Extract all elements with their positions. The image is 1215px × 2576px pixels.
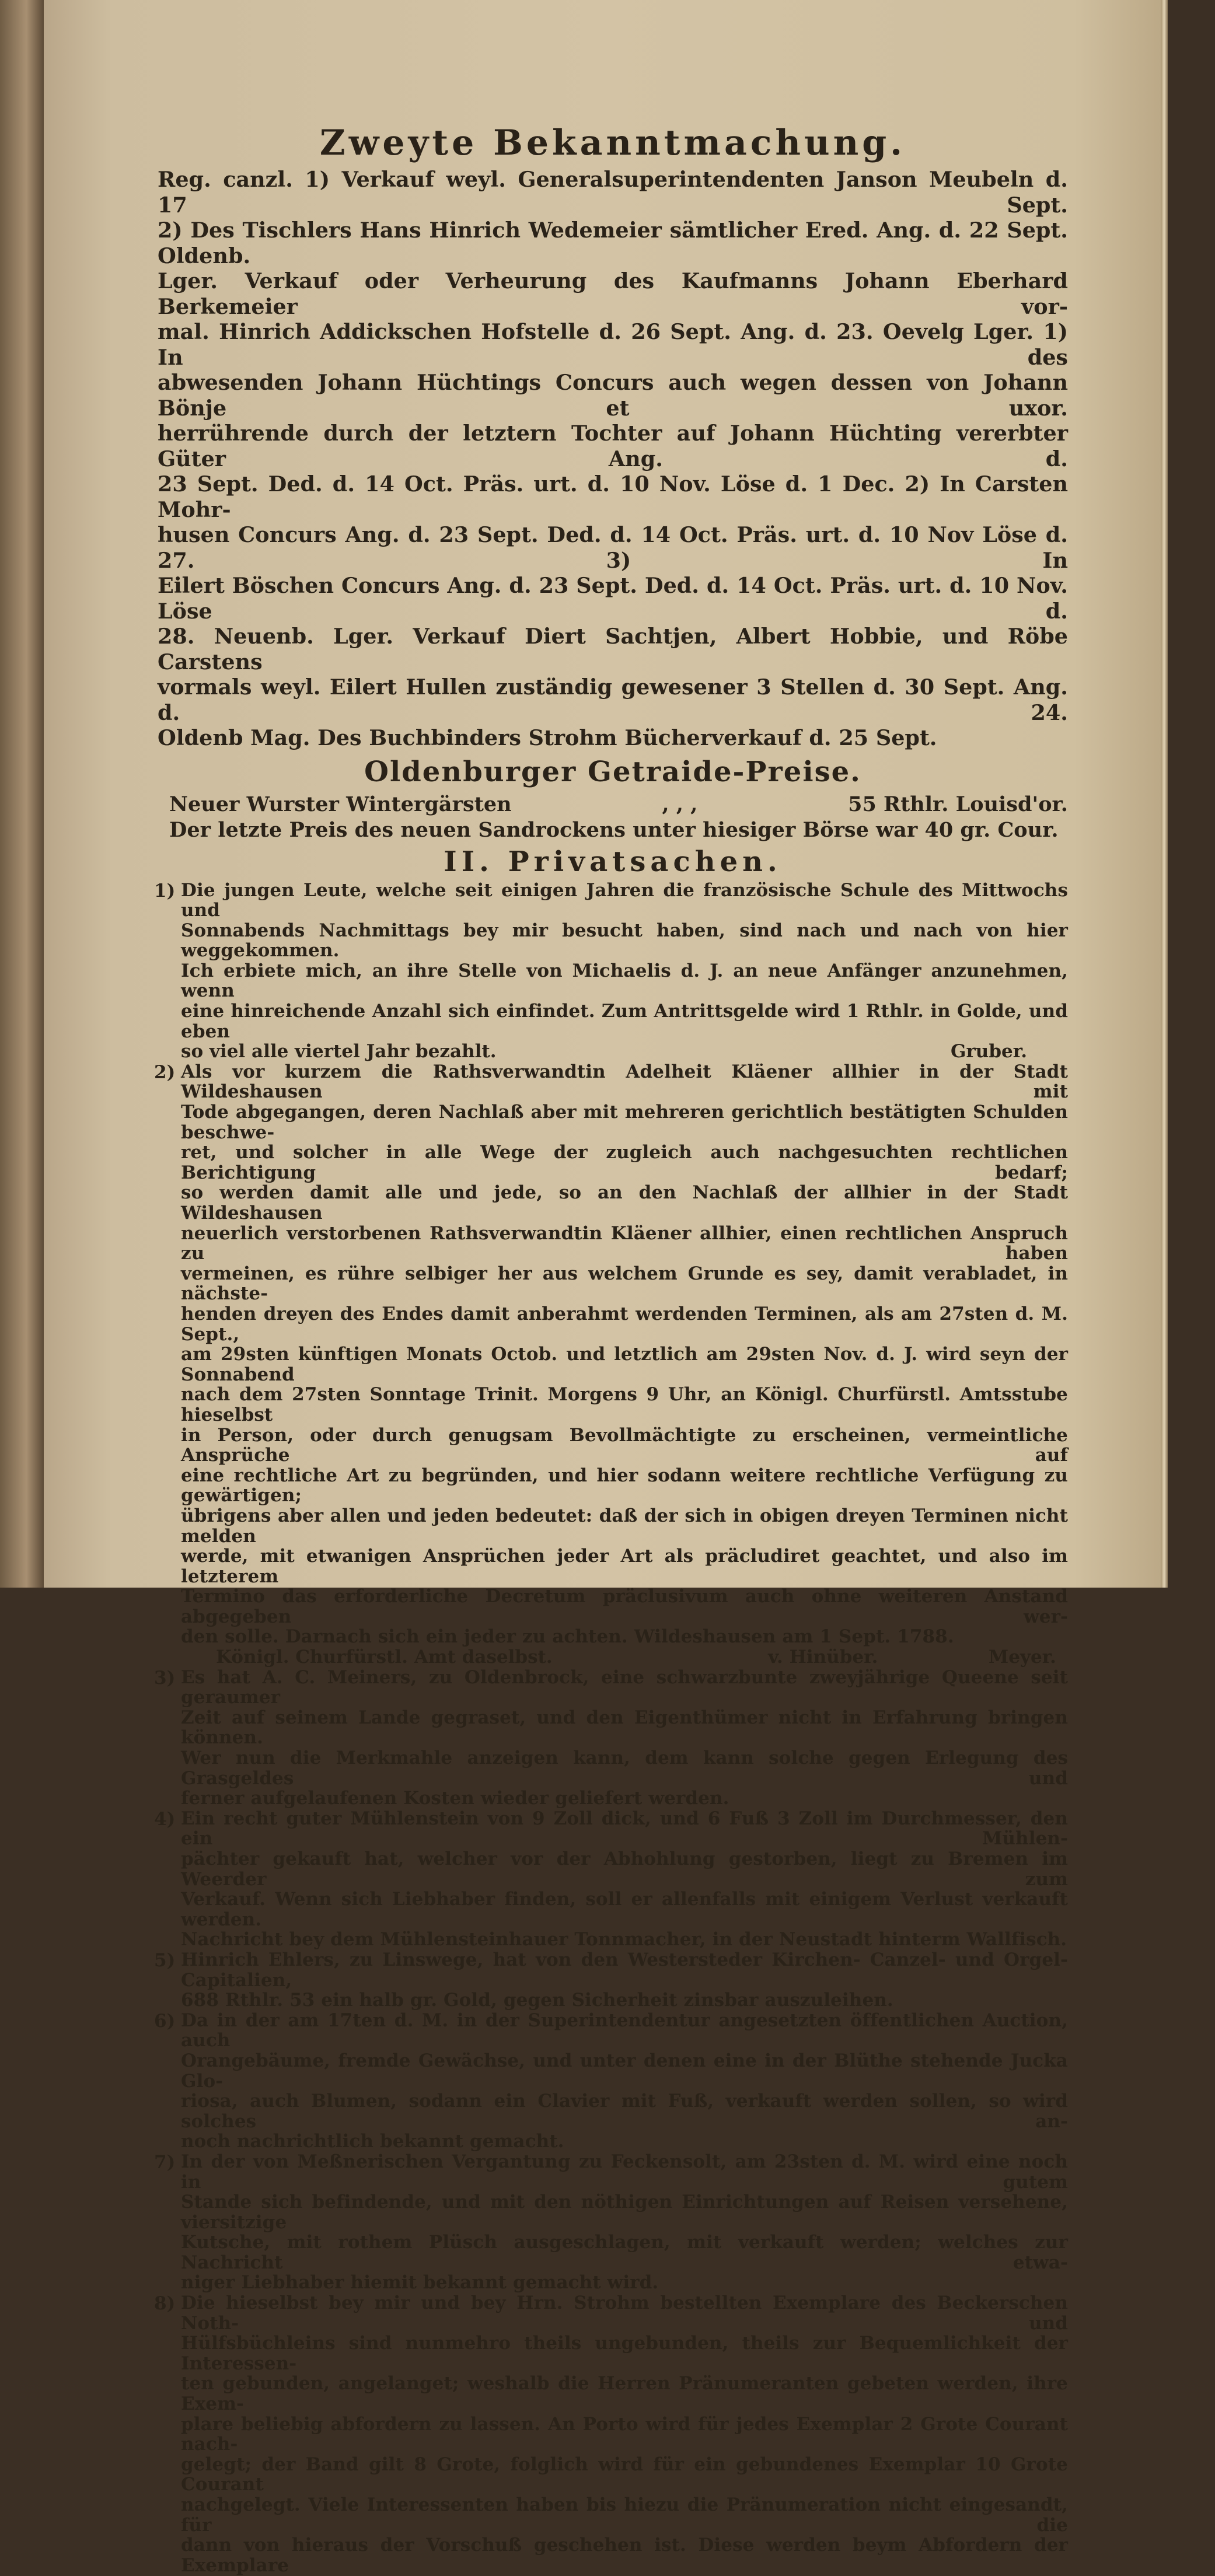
notice-line: Ich erbiete mich, an ihre Stelle von Michaelis d. J. an neue Anfänger anzunehmen, wenn (181, 960, 1068, 1002)
signature: Gruber. (950, 1041, 1027, 1062)
notice-7 (154, 2151, 1068, 2294)
notice-number: 6) (154, 2010, 176, 2032)
signature-office: Königl. Churfürstl. Amt daselbst. (216, 1647, 553, 1668)
price-separators: , , , (662, 792, 698, 816)
notice-line: Tode abgegangen, deren Nachlaß aber mit mehreren gerichtlich bestätigten Schulden beschwe- (181, 1102, 1068, 1143)
notice-3 (154, 1666, 1068, 1809)
private-matters-heading: II. Privatsachen. (444, 845, 782, 878)
notice-line: Hinrich Ehlers, zu Linswege, hat von den Westersteder Kirchen- Canzel- und Orgel-Capitalien, (181, 1949, 1068, 1991)
announcement-line: 28. Neuenb. Lger. Verkauf Diert Sachtjen, Albert Hobbie, und Röbe Carstens (158, 624, 1068, 674)
grain-prices-heading: Oldenburger Getraide-Preise. (364, 755, 861, 788)
notice-line: ferner aufgelaufenen Kosten wieder geliefert werden. (181, 1788, 729, 1809)
notice-line: Ein recht guter Mühlenstein von 9 Zoll dick, und 6 Fuß 3 Zoll im Durchmesser, den ein Mühlen- (181, 1808, 1068, 1850)
notice-line: neuerlich verstorbenen Rathsverwandtin Kläener allhier, einen rechtlichen Anspruch zu haben (181, 1222, 1068, 1264)
price-value: 55 Rthlr. Louisd'or. (848, 792, 1068, 816)
left-page-edge (0, 0, 44, 1588)
announcement-line: 2) Des Tischlers Hans Hinrich Wedemeier sämtlicher Ered. Ang. d. 22 Sept. Oldenb. (158, 218, 1068, 268)
notice-number: 4) (154, 1808, 176, 1830)
notice-line: so viel alle viertel Jahr bezahlt. (181, 1041, 497, 1062)
signature: Meyer. (988, 1647, 1056, 1668)
announcement-line: Oldenb Mag. Des Buchbinders Strohm Bücherverkauf d. 25 Sept. (158, 725, 937, 750)
notice-line: riosa, auch Blumen, sodann ein Clavier mit Fuß, verkauft werden sollen, so wird solches an- (181, 2091, 1068, 2132)
price-item: Neuer Wurster Wintergärsten (169, 792, 512, 816)
notice-line: Sonnabends Nachmittags bey mir besucht haben, sind nach und nach von hier weggekommen. (181, 920, 1068, 962)
notice-6 (154, 2009, 1068, 2152)
notice-number: 7) (154, 2151, 176, 2173)
notice-line: Zeit auf seinem Lande gegraset, und den Eigenthümer nicht in Erfahrung bringen können. (181, 1707, 1068, 1749)
announcement-line: Eilert Böschen Concurs Ang. d. 23 Sept. Ded. d. 14 Oct. Präs. urt. d. 10 Nov. Löse d. (158, 573, 1068, 624)
notice-number: 1) (154, 880, 176, 901)
notice-line: Da in der am 17ten d. M. in der Superintendentur angesetzten öffentlichen Auction, auch (181, 2009, 1068, 2051)
notice-line: Als vor kurzem die Rathsverwandtin Adelheit Kläener allhier in der Stadt Wildeshausen mit (181, 1061, 1068, 1103)
announcement-line: husen Concurs Ang. d. 23 Sept. Ded. d. 14 Oct. Präs. urt. d. 10 Nov Löse d. 27. 3) In (158, 522, 1068, 573)
notice-2 (154, 1061, 1068, 1668)
signature: v. Hinüber. (768, 1647, 878, 1668)
announcement-line: vormals weyl. Eilert Hullen zuständig gewesener 3 Stellen d. 30 Sept. Ang. d. 24. (158, 674, 1068, 725)
notice-line: eine hinreichende Anzahl sich einfindet. Zum Antrittsgelde wird 1 Rthlr. in Golde, und eben (181, 1001, 1068, 1042)
price-row (158, 792, 1068, 817)
announcement-line: abwesenden Johann Hüchtings Concurs auch wegen dessen von Johann Bönje et uxor. (158, 370, 1068, 421)
notice-line: ten gebunden, angelanget; weshalb die Herren Pränumeranten gebeten werden, ihre Exem- (181, 2373, 1068, 2415)
announcement-line: mal. Hinrich Addickschen Hofstelle d. 26 Sept. Ang. d. 23. Oevelg Lger. 1) In des (158, 319, 1068, 370)
announcement-line: Lger. Verkauf oder Verheurung des Kaufmanns Johann Eberhard Berkemeier vor- (158, 268, 1068, 319)
notice-number: 2) (154, 1061, 176, 1083)
notice-line: werde, mit etwanigen Ansprüchen jeder Art als präcludiret geachtet, und also im letzterem (181, 1546, 1068, 1587)
notice-line: niger Liebhaber hiemit bekannt gemacht wird. (181, 2272, 659, 2294)
notice-line: plare beliebig abfordern zu lassen. An Porto wird für jedes Exemplar 2 Grote Courant nach- (181, 2413, 1068, 2455)
notice-line: 688 Rthlr. 53 ein halb gr. Gold, gegen Sicherheit zinsbar auszuleihen. (181, 1990, 893, 2011)
notice-line: Hülfsbüchleins sind nunmehro theils ungebunden, theils zur Bequemlichkeit der Interessen- (181, 2333, 1068, 2374)
notice-line: Termino das erforderliche Decretum präclusivum auch ohne weiteren Anstand abgegeben wer- (181, 1586, 1068, 1627)
notice-line: Stande sich befindende, und mit den nöthigen Einrichtungen auf Reisen versehene, viersitzige (181, 2191, 1068, 2233)
notice-line: gelegt; der Band gilt 8 Grote, folglich wird für ein gebundenes Exemplar 10 Grote Courant (181, 2453, 1068, 2495)
notice-4 (154, 1808, 1068, 1951)
notice-line: vermeinen, es rühre selbiger her aus welchem Grunde es sey, damit verabladet, in nächste- (181, 1263, 1068, 1305)
price-note: Der letzte Preis des neuen Sandrockens unter hiesiger Börse war 40 gr. Cour. (169, 817, 1059, 842)
notice-line: nachgelegt. Viele Interessenten haben bis hiezu die Pränumeration nicht eingesandt, für die (181, 2494, 1068, 2536)
notice-line: pächter gekauft hat, welcher vor der Abhohlung gestorben, liegt zu Bremen im Weerder zum (181, 1848, 1068, 1890)
notice-closing-row (181, 1041, 1068, 1062)
page-title: Zweyte Bekanntmachung. (319, 123, 906, 163)
notice-number: 5) (154, 1949, 176, 1971)
notice-line: übrigens aber allen und jeden bedeutet: daß der sich in obigen dreyen Terminen nicht melden (181, 1505, 1068, 1547)
notice-line: am 29sten künftigen Monats Octob. und letztlich am 29sten Nov. d. J. wird seyn der Sonnabend (181, 1344, 1068, 1385)
notice-line: Es hat A. C. Meiners, zu Oldenbrock, eine schwarzbunte zweyjährige Queene seit geraumer (181, 1666, 1068, 1708)
announcement-line: herrührende durch der letztern Tochter auf Johann Hüchting vererbter Güter Ang. d. (158, 421, 1068, 471)
notice-line: Orangebäume, fremde Gewächse, und unter denen eine in der Blüthe stehende Jucka Glo- (181, 2050, 1068, 2092)
notice-line: Verkauf. Wenn sich Liebhaber finden, soll er allenfalls mit einigem Verlust verkauft werden. (181, 1889, 1068, 1930)
notice-1 (154, 879, 1068, 1062)
notice-line: henden dreyen des Endes damit anberahmt werdenden Terminen, als am 27sten d. M. Sept., (181, 1303, 1068, 1345)
notice-number: 8) (154, 2293, 176, 2315)
notice-line: in Person, oder durch genugsam Bevollmächtigte zu erscheinen, vermeintliche Ansprüche auf (181, 1424, 1068, 1466)
notice-number: 3) (154, 1667, 176, 1689)
notice-8 (154, 2292, 1068, 2576)
notice-line: noch nachrichtlich bekannt gemacht. (181, 2131, 564, 2152)
notice-line: In der von Meßnerischen Vergantung zu Feckensolt, am 23sten d. M. wird eine noch in gutem (181, 2151, 1068, 2193)
notice-line: ret, und solcher in alle Wege der zugleich auch nachgesuchten rechtlichen Berichtigung bedarf; (181, 1142, 1068, 1183)
signature-row (181, 1647, 1068, 1668)
announcement-line: Reg. canzl. 1) Verkauf weyl. Generalsuperintendenten Janson Meubeln d. 17 Sept. (158, 167, 1068, 218)
notice-line: nach dem 27sten Sonntage Trinit. Morgens 9 Uhr, an Königl. Churfürstl. Amtsstube hieselbst (181, 1384, 1068, 1425)
notice-line: Die jungen Leute, welche seit einigen Jahren die französische Schule des Mittwochs und (181, 879, 1068, 921)
document-page (44, 0, 1164, 2576)
notice-line: den solle. Darnach sich ein jeder zu achten. Wildeshausen am 1 Sept. 1788. (181, 1626, 954, 1648)
notice-line: eine rechtliche Art zu begründen, und hier sodann weitere rechtliche Verfügung zu gewärtigen; (181, 1464, 1068, 1507)
announcement-line: 23 Sept. Ded. d. 14 Oct. Präs. urt. d. 10 Nov. Löse d. 1 Dec. 2) In Carsten Mohr- (158, 471, 1068, 522)
notice-line: Die hieselbst bey mir und bey Hrn. Strohm bestellten Exemplare des Beckerschen Noth- und (181, 2292, 1068, 2334)
notice-line: Wer nun die Merkmahle anzeigen kann, dem kann solche gegen Erlegung des Grasgeldes und (181, 1747, 1068, 1789)
government-announcements (158, 167, 1068, 751)
notice-5 (154, 1949, 1068, 2011)
notice-line: Nachricht bey dem Mühlensteinhauer Tonnmacher, in der Neustadt hinterm Wallfisch. (181, 1929, 1067, 1951)
notice-line: so werden damit alle und jede, so an den Nachlaß der allhier in der Stadt Wildeshausen (181, 1182, 1068, 1224)
notice-line: dann von hieraus der Vorschuß geschehen ist. Diese werden beym Abfordern der Exemplare (181, 2535, 1068, 2576)
notice-line: Kutsche, mit rothem Plüsch ausgeschlagen, mit verkauft werden; welches zur Nachricht etwa- (181, 2232, 1068, 2273)
